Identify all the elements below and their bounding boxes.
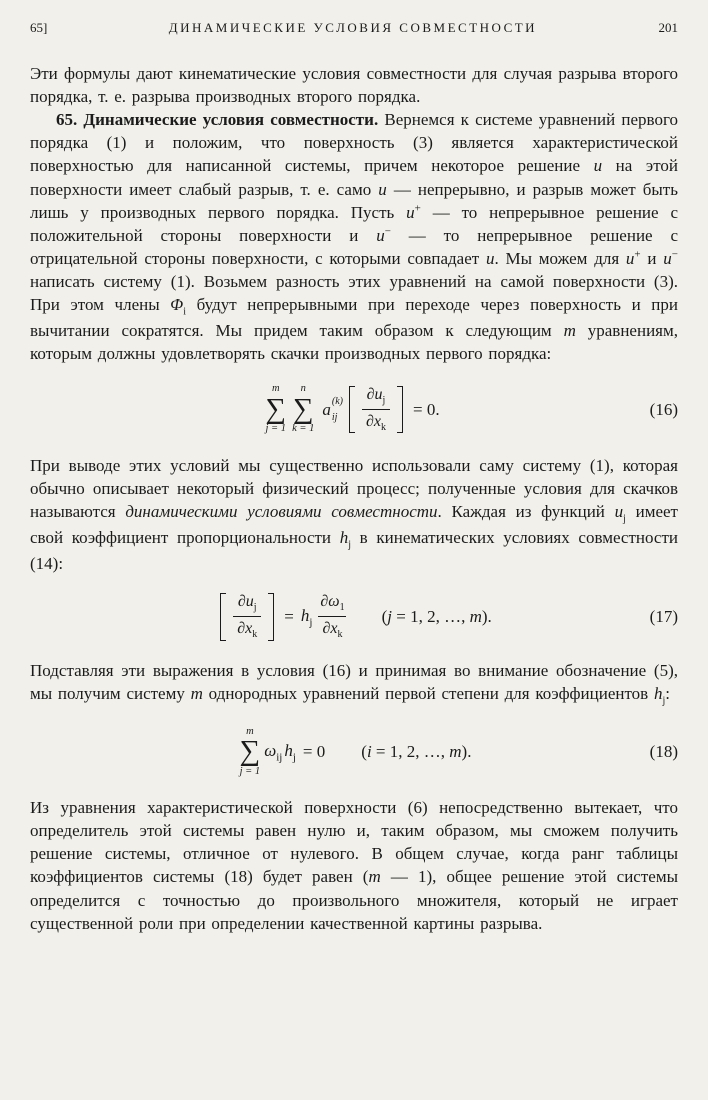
math-sub: k [337,629,343,641]
math-var: ∂u [366,385,383,403]
math-sub: ij [276,751,283,764]
text-run: ). [461,741,472,761]
text-run: Из уравнения характеристической поверхности (6) непосредственно вытекает, что определитель этой системы равен нулю и, таким образом, мы сможем получить решение системы, отличное от нулевого. В общем случае, когда ранг таблицы коэффициентов системы (18) будет равен ( [30,798,678,887]
text-run: Подставляя эти выражения в условия (16) и принимая во внимание обозначение (5), мы получим систему [30,660,678,703]
math-var: ω [264,740,277,760]
fraction-numerator [316,593,348,616]
math-sub: j [382,395,386,407]
math-var: m [449,741,462,761]
math-var: ∂x [322,620,338,638]
fraction-denominator [318,616,346,640]
text-run: ( [381,606,388,626]
math-var: u [485,248,495,268]
equation-17 [30,593,678,640]
math-var: u [625,248,635,268]
text-run: однородных уравнений первой степени для коэффициентов [202,683,654,703]
section-heading: 65. Динамические условия совместности. [56,110,379,130]
paragraph [30,659,678,708]
paragraph [30,454,678,575]
math-sub: k [380,422,386,434]
summation-symbol [292,383,314,436]
equation-18 [30,726,678,779]
math-var: Φ [170,295,184,315]
text-run: Вернемся к системе уравнений первого порядка (1) и положим, что поверхность (3) является характеристической поверхностью для написанной системы, причем некоторое решение [30,110,678,176]
math-var: ∂u [237,593,254,611]
math-var: u [663,248,672,268]
equation-16 [30,383,678,436]
fraction [233,593,261,640]
text-run: будут непрерывными при переходе через поверхность и при вычитании сократятся. Мы придем таким образом к следующим [30,295,678,341]
coefficient-term [264,741,282,763]
text-run: . Каждая из функций [437,502,615,522]
text-run: — то непрерывное решение с положительной стороны поверхности и [30,202,678,245]
sum-upper-limit: m [246,725,254,737]
math-var: ∂x [365,413,381,431]
coefficient-term [301,606,313,628]
math-var: i [366,741,372,761]
math-sup: + [634,248,641,261]
math-sub: 1 [339,602,345,614]
jump-bracket [349,386,403,433]
text-run: = 1, 2, …, [371,741,450,761]
math-var: u [614,502,624,522]
coefficient-term [322,396,343,424]
coefficient-term [284,741,296,763]
math-var: h [300,605,310,625]
math-var: u [378,179,387,199]
math-var: u [593,156,603,176]
emphasized-term: динамическими условиями совместности [125,502,438,522]
text-run: — то непрерывное решение с отрицательной стороны поверхности, с которыми совпадает [30,225,678,268]
text-run: . Мы можем для [494,248,626,268]
math-var: h [653,683,663,703]
paragraph [30,796,678,935]
math-var: h [339,528,349,548]
page-header [30,20,678,36]
sum-lower-limit: j = 1 [239,765,261,777]
math-sup: − [671,248,678,261]
paragraph [30,108,678,365]
section-marker: 65] [30,20,48,35]
math-sup: (k) [331,395,343,407]
sum-lower-limit: j = 1 [265,423,287,435]
equation-number: (16) [649,399,678,419]
sigma-icon: ∑ [292,392,314,425]
summation-symbol [265,383,286,436]
math-var: j [387,606,392,626]
math-sub: ij [331,411,338,423]
math-var: m [368,867,381,887]
sum-upper-limit: m [271,383,280,395]
running-title: ДИНАМИЧЕСКИЕ УСЛОВИЯ СОВМЕСТНОСТИ [168,20,538,35]
math-var: m [563,321,576,341]
text-run: уравнениям, которым должны удовлетворять скачки производных первого порядка: [30,321,678,364]
fraction-numerator [234,593,261,616]
sigma-icon: ∑ [265,392,287,425]
text-run: = 1, 2, …, [391,606,470,626]
math-var: ∂x [237,620,253,638]
text-run: — 1), общее решение этой системы определится с точностью до произвольного множителя, который не играет существенной роли при определении качественной картины разрыва. [30,867,678,933]
text-run: При выводе этих условий мы существенно использовали саму систему (1), которая обычно описывает некоторый физический процесс; полученные условия для скачков называются [30,455,678,522]
fraction [362,386,390,433]
fraction-numerator [363,386,390,409]
math-sub: j [662,695,666,707]
math-sub: j [348,539,351,551]
math-sub: i [183,306,187,318]
page-body [30,62,678,935]
sum-lower-limit: k = 1 [292,423,315,435]
math-sub: j [623,513,626,525]
fraction-denominator [362,409,390,433]
math-sub: j [253,602,257,614]
text-run: имеет свой коэффициент пропорциональности [30,502,678,548]
paragraph [30,62,678,108]
equation-rhs: = 0. [412,399,440,419]
math-sub: j [309,616,313,629]
text-run: и [640,248,664,268]
math-var: u [376,225,385,245]
equation-number: (17) [649,606,678,626]
text-run: написать систему (1). Возьмем разность этих уравнений на самой поверхности (3). При этом члены [30,271,678,315]
equation-number: (18) [649,741,678,761]
text-run: : [665,683,670,703]
math-var: a [322,399,331,419]
text-run: Эти формулы дают кинематические условия совместности для случая разрыва второго порядка, т. е. разрыва производных второго порядка. [30,64,678,107]
summation-symbol [240,726,261,779]
math-var: u [406,202,415,222]
text-run: ( [361,741,367,761]
text-run: ). [481,606,492,626]
math-var: h [284,740,293,760]
math-sup: − [384,225,391,238]
equals-sign: = [284,606,294,626]
math-sub: k [252,629,258,641]
text-run: — непрерывно, и разрыв может быть лишь у производных первого порядка. Пусть [30,179,678,222]
page-number: 201 [658,20,678,35]
text-run: на этой поверхности имеет слабый разрыв, т. е. само [30,156,678,199]
math-var: m [469,606,482,626]
index-range [361,742,471,762]
math-var: m [190,683,203,703]
text-run: в кинематических условиях совместности (14): [30,528,678,574]
sigma-icon: ∑ [239,735,261,768]
sum-upper-limit: n [300,383,306,395]
script-stack [332,396,343,424]
index-range [382,607,492,627]
math-sup: + [414,202,421,214]
math-sub: j [292,751,296,764]
math-var: ∂ω [320,593,340,611]
jump-bracket [220,593,274,640]
equation-rhs: = 0 [302,741,326,761]
fraction [316,593,348,640]
fraction-denominator [233,616,261,640]
